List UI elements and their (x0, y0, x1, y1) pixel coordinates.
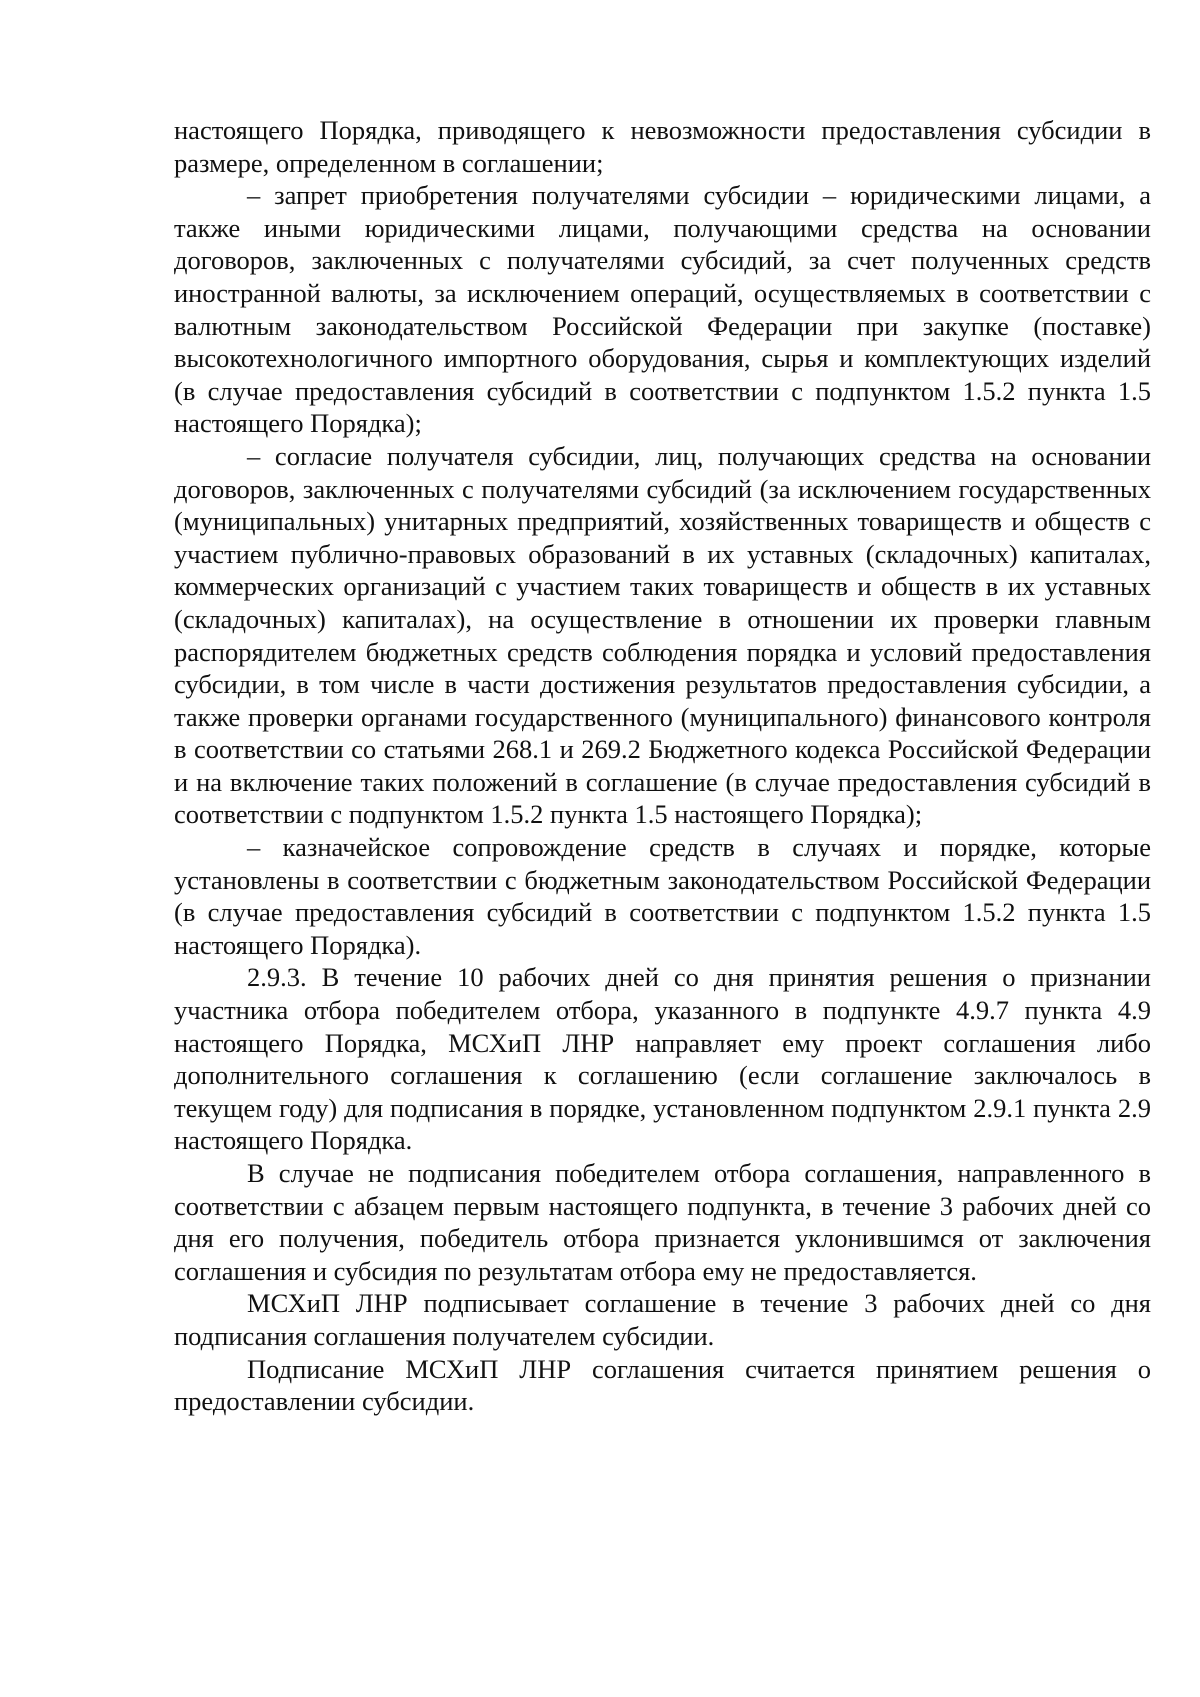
paragraph-currency-ban: – запрет приобретения получателями субсидии – юридическими лицами, а также иными юридическими лицами, получающими средства на основании договоров, заключенных с получателями субсидий, за счет полученных средств иностранной валюты, за исключением операций, осуществляемых в соответствии с валютным законодательством Российской Федерации при закупке (поставке) высокотехнологичного импортного оборудования, сырья и комплектующих изделий (в случае предоставления субсидий в соответствии с подпунктом 1.5.2 пункта 1.5 настоящего Порядка); (174, 180, 1151, 439)
paragraph-signing-term: МСХиП ЛНР подписывает соглашение в течение 3 рабочих дней со дня подписания соглашения получателем субсидии. (174, 1288, 1151, 1351)
paragraph-not-signed: В случае не подписания победителем отбора соглашения, направленного в соответствии с абзацем первым настоящего подпункта, в течение 3 рабочих дней со дня его получения, победитель отбора признается уклонившимся от заключения соглашения и субсидия по результатам отбора ему не предоставляется. (174, 1158, 1151, 1286)
document-body (174, 114, 1151, 1418)
paragraph-2-9-3: 2.9.3. В течение 10 рабочих дней со дня принятия решения о признании участника отбора победителем отбора, указанного в подпункте 4.9.7 пункта 4.9 настоящего Порядка, МСХиП ЛНР направляет ему проект соглашения либо дополнительного соглашения к соглашению (если соглашение заключалось в текущем году) для подписания в порядке, установленном подпунктом 2.9.1 пункта 2.9 настоящего Порядка. (174, 962, 1151, 1156)
paragraph-treasury-support: – казначейское сопровождение средств в случаях и порядке, которые установлены в соответствии с бюджетным законодательством Российской Федерации (в случае предоставления субсидий в соответствии с подпунктом 1.5.2 пункта 1.5 настоящего Порядка). (174, 832, 1151, 960)
paragraph-inspection-consent: – согласие получателя субсидии, лиц, получающих средства на основании договоров, заключенных с получателями субсидий (за исключением государственных (муниципальных) унитарных предприятий, хозяйственных товариществ и обществ с участием публично-правовых образований в их уставных (складочных) капиталах, коммерческих организаций с участием таких товариществ и обществ в их уставных (складочных) капиталах), на осуществление в отношении их проверки главным распорядителем бюджетных средств соблюдения порядка и условий предоставления субсидии, в том числе в части достижения результатов предоставления субсидии, а также проверки органами государственного (муниципального) финансового контроля в соответствии со статьями 268.1 и 269.2 Бюджетного кодекса Российской Федерации и на включение таких положений в соглашение (в случае предоставления субсидий в соответствии с подпунктом 1.5.2 пункта 1.5 настоящего Порядка); (174, 440, 1151, 830)
paragraph-continuation: настоящего Порядка, приводящего к невозможности предоставления субсидии в размере, определенном в соглашении; (174, 115, 1151, 178)
paragraph-signing-decision: Подписание МСХиП ЛНР соглашения считается принятием решения о предоставлении субсидии. (174, 1353, 1151, 1417)
